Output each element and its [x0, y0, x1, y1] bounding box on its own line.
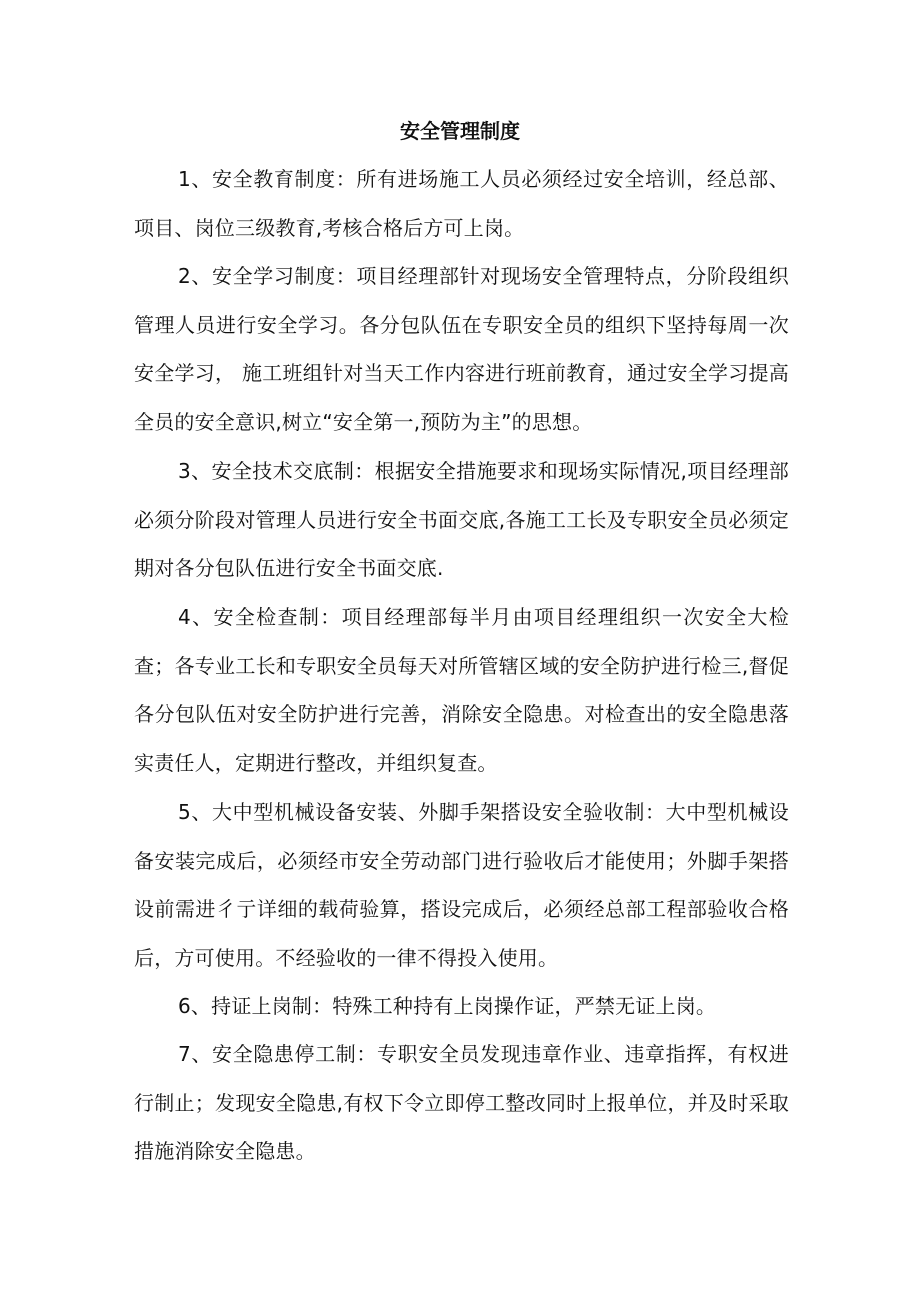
- paragraph-equipment-acceptance: 5、大中型机械设备安装、外脚手架搭设安全验收制：大中型机械设备安装完成后，必须经市安全劳动部门进行验收后才能使用；外脚手架搭设前需进彳亍详细的载荷验算，搭设完成后，必须经总部工程部验收合格后，方可使用。不经验收的一律不得投入使用。: [134, 800, 789, 970]
- paragraph-education: 1、安全教育制度：所有进场施工人员必须经过安全培训，经总部、项目、岗位三级教育,考核合格后方可上岗。: [134, 167, 789, 240]
- paragraph-technical-briefing: 3、安全技术交底制：根据安全措施要求和现场实际情况,项目经理部必须分阶段对管理人员进行安全书面交底,各施工工长及专职安全员必须定期对各分包队伍进行安全书面交底.: [134, 459, 789, 580]
- paragraph-certification: 6、持证上岗制：特殊工种持有上岗操作证，严禁无证上岗。: [178, 994, 717, 1018]
- paragraph-inspection: 4、安全检查制：项目经理部每半月由项目经理组织一次安全大检查；各专业工长和专职安全员每天对所管辖区域的安全防护进行检三,督促各分包队伍对安全防护进行完善，消除安全隐患。对检查出的安全隐患落实责任人，定期进行整改，并组织复查。: [134, 605, 789, 775]
- paragraph-hazard-stop-work: 7、安全隐患停工制：专职安全员发现违章作业、违章指挥，有权进行制止；发现安全隐患,有权下令立即停工整改同时上报单位，并及时采取措施消除安全隐患。: [134, 1042, 789, 1163]
- document-title: 安全管理制度: [400, 119, 520, 143]
- paragraph-study: 2、安全学习制度：项目经理部针对现场安全管理特点，分阶段组织管理人员进行安全学习。各分包队伍在专职安全员的组织下坚持每周一次安全学习， 施工班组针对当天工作内容进行班前教育，通过安全学习提高全员的安全意识,树立“安全第一,预防为主”的思想。: [134, 264, 789, 434]
